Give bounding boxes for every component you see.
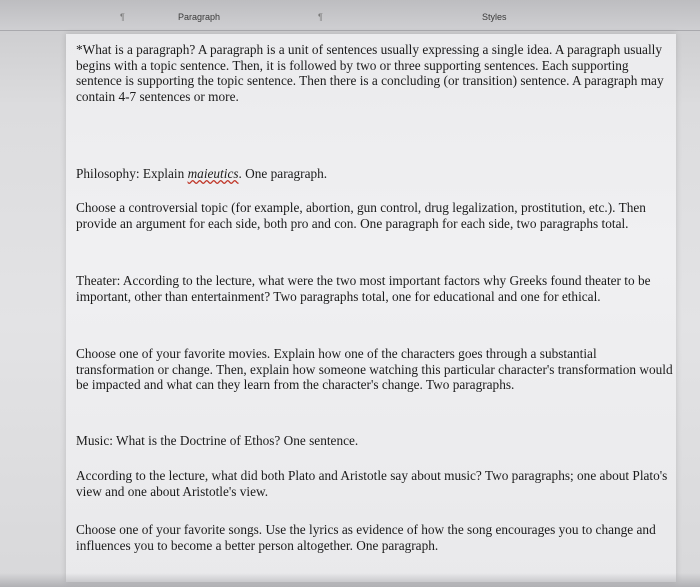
- songs-prompt: Choose one of your favorite songs. Use the lyrics as evidence of how the song encourages you to change and influences you to become a better person altogether. One paragraph.: [76, 522, 656, 553]
- ribbon-mark-left: ¶: [120, 12, 125, 22]
- intro-paragraph: *What is a paragraph? A paragraph is a unit of sentences usually expressing a single idea. A paragraph usually begins with a topic sentence. Then, it is followed by two or three supporting sentences. Each supporting sentence is supporting the topic sentence. Then there is a concluding (or transition) sentence. A paragraph may contain 4-7 sentences or more.: [76, 42, 664, 104]
- ribbon-mark-mid: ¶: [318, 12, 323, 22]
- philosophy-prompt: [76, 166, 676, 182]
- philosophy-prefix: Philosophy: Explain: [76, 166, 188, 181]
- movies-prompt: Choose one of your favorite movies. Explain how one of the characters goes through a substantial transformation or change. Then, explain how someone watching this particular character's transformation would be impacted and what can they learn from the character's change. Two paragraphs.: [76, 346, 673, 393]
- theater-prompt: Theater: According to the lecture, what were the two most important factors why Greeks found theater to be important, other than entertainment? Two paragraphs total, one for educational and one for ethical.: [76, 273, 651, 304]
- plato-prompt: According to the lecture, what did both Plato and Aristotle say about music? Two paragraphs; one about Plato's view and one about Aristotle's view.: [76, 468, 668, 499]
- document-page[interactable]: [66, 34, 676, 582]
- controversial-prompt: Choose a controversial topic (for example, abortion, gun control, drug legalization, prostitution, etc.). Then provide an argument for each side, both pro and con. One paragraph for each side, two paragraphs total.: [76, 200, 646, 231]
- styles-group-label[interactable]: Styles: [482, 12, 507, 22]
- music-prompt: Music: What is the Doctrine of Ethos? One sentence.: [76, 433, 359, 448]
- philosophy-term: maieutics: [187, 166, 239, 181]
- bottom-shadow: [0, 573, 700, 587]
- ribbon-toolbar: [0, 0, 700, 31]
- philosophy-suffix: . One paragraph.: [238, 166, 328, 181]
- paragraph-group-label[interactable]: Paragraph: [178, 12, 221, 22]
